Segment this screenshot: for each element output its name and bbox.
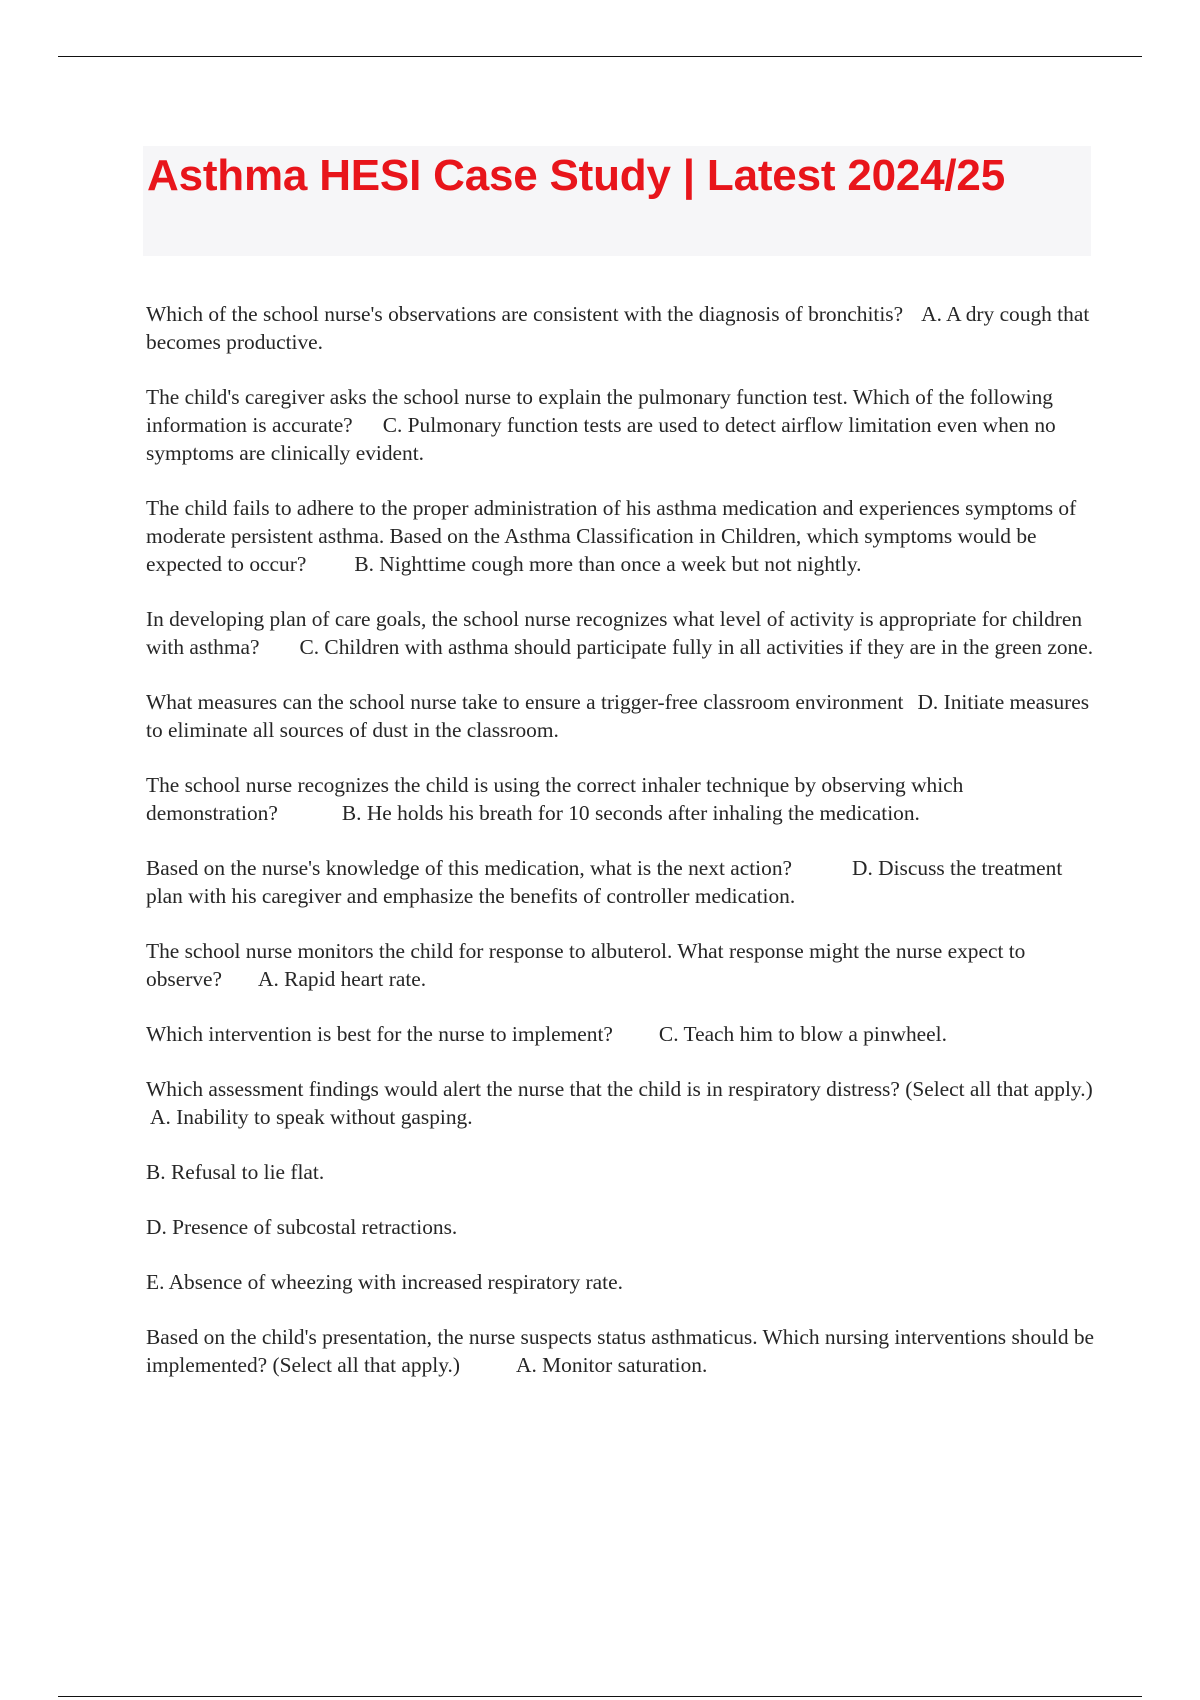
title-banner [143,146,1091,256]
header-rule [58,56,1142,57]
qa-item [146,937,1096,993]
qa-item [146,854,1096,910]
answer-text: C. Children with asthma should participate fully in all activities if they are in the green zone. [299,635,1094,659]
question-text: Which intervention is best for the nurse to implement? [146,1022,613,1046]
footer-rule [58,1696,1142,1697]
document-title: Asthma HESI Case Study | Latest 2024/25 [147,151,1005,200]
answer-option: B. Refusal to lie flat. [146,1160,325,1184]
qa-item [146,605,1096,661]
document-body [146,300,1096,1406]
answer-text: A. Inability to speak without gasping. [150,1105,473,1129]
answer-text: B. Nighttime cough more than once a week but not nightly. [354,552,862,576]
qa-item [146,1020,1096,1048]
qa-item [146,383,1096,467]
answer-text: A. Rapid heart rate. [258,967,427,991]
question-text: Based on the nurse's knowledge of this medication, what is the next action? [146,856,793,880]
answer-text: A. A dry cough that becomes productive. [146,302,1090,354]
question-text: Which assessment findings would alert the nurse that the child is in respiratory distress? (Select all that apply.) [146,1077,1093,1101]
question-text: What measures can the school nurse take to ensure a trigger-free classroom environment [146,690,904,714]
qa-item [146,1323,1096,1379]
answer-text: B. He holds his breath for 10 seconds after inhaling the medication. [341,801,920,825]
question-text: Based on the child's presentation, the nurse suspects status asthmaticus. Which nursing interventions should be implemented? (Select all that apply.) [146,1325,1095,1377]
qa-item [146,494,1096,578]
answer-text: D. Discuss the treatment plan with his caregiver and emphasize the benefits of controller medication. [146,856,1063,908]
qa-item [146,1075,1096,1131]
answer-option: E. Absence of wheezing with increased respiratory rate. [146,1270,623,1294]
question-text: Which of the school nurse's observations are consistent with the diagnosis of bronchitis? [146,302,904,326]
answer-text: A. Monitor saturation. [516,1353,708,1377]
answer-text: D. Initiate measures to eliminate all sources of dust in the classroom. [146,690,1090,742]
answer-option: D. Presence of subcostal retractions. [146,1215,458,1239]
question-text: The child's caregiver asks the school nurse to explain the pulmonary function test. Which of the following information is accurate? [146,385,1053,437]
answer-text: C. Pulmonary function tests are used to detect airflow limitation even when no symptoms are clinically evident. [146,413,1056,465]
question-text: The school nurse monitors the child for response to albuterol. What response might the nurse expect to observe? [146,939,1026,991]
answer-text: C. Teach him to blow a pinwheel. [658,1022,947,1046]
qa-item [146,300,1096,356]
question-text: The child fails to adhere to the proper administration of his asthma medication and experiences symptoms of moderate persistent asthma. Based on the Asthma Classification in Children, which symptoms would be expected to occur? [146,496,1077,576]
question-text: In developing plan of care goals, the school nurse recognizes what level of activity is appropriate for children with asthma? [146,607,1083,659]
qa-item [146,688,1096,744]
question-text: The school nurse recognizes the child is using the correct inhaler technique by observing which demonstration? [146,773,964,825]
qa-item [146,771,1096,827]
